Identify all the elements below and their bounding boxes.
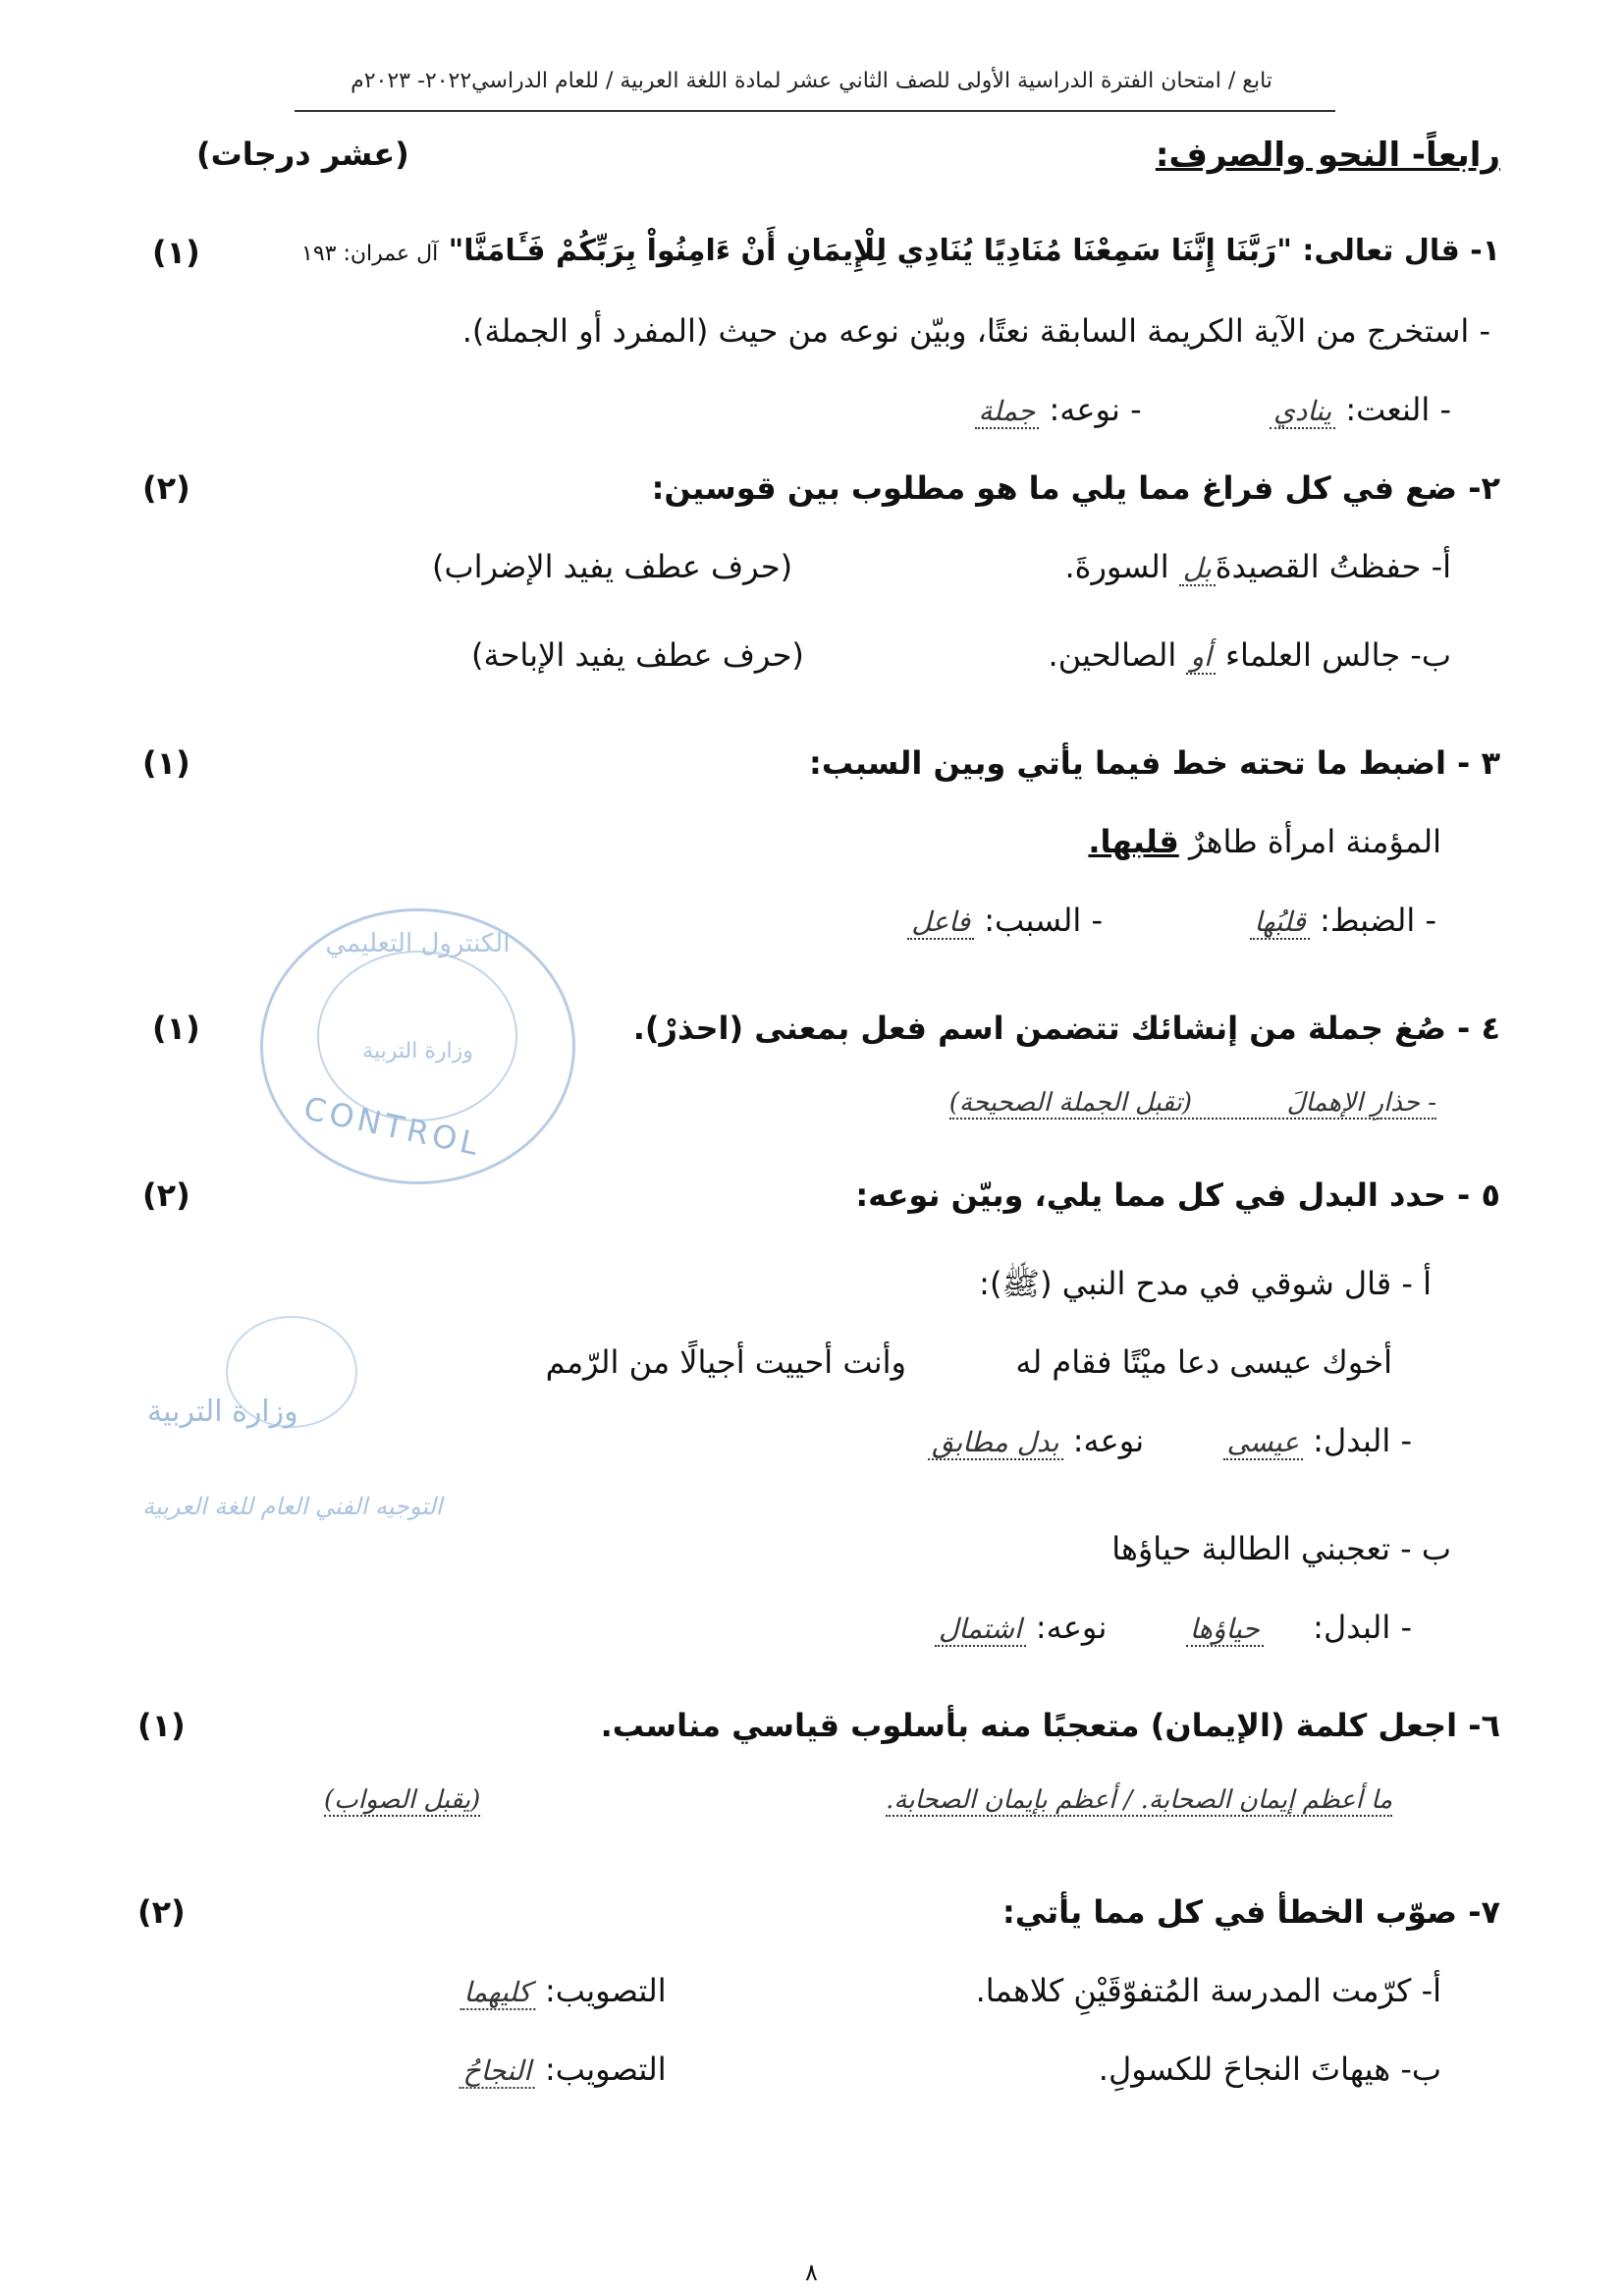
q6-prompt: ٦- اجعل كلمة (الإيمان) متعجبًا منه بأسلوب قياسي مناسب. [600,1707,1500,1744]
q5-a-type-answer: بدل مطابق [928,1426,1062,1460]
q4-prompt: ٤ - صُغ جملة من إنشائك تتضمن اسم فعل بمعنى (احذرْ). [632,1010,1500,1047]
q5-a-badal-answer: عيسى [1223,1426,1303,1460]
q2-mark: (٢) [142,469,190,507]
q3-underlined-word: قلبها. [1088,823,1179,860]
q5-mark: (٢) [142,1176,190,1214]
q3-prompt: ٣ - اضبط ما تحته خط فيما يأتي وبين السبب: [809,744,1500,782]
q1-type-answer: جملة [975,395,1040,429]
q3-sentence: المؤمنة امرأة طاهرٌ قلبها. [1088,823,1441,860]
q6-mark: (١) [137,1707,186,1744]
q5-b-badal-answer: حياؤها [1186,1613,1264,1647]
q5-b-intro: ب - تعجبني الطالبة حياؤها [1111,1530,1451,1567]
q2-b-answer: أو [1186,640,1215,675]
q5-a-intro: أ - قال شوقي في مدح النبي (ﷺ): [979,1265,1432,1302]
q6-answer: ما أعظم إيمان الصحابة. / أعظم بإيمان الصحابة. [886,1785,1392,1815]
q1-prompt: ١- قال تعالى: "رَبَّنَا إِنَّنَا سَمِعْنَا مُنَادِيًا يُنَادِي لِلْإِيمَانِ أَنْ ءَامِنُواْ بِرَبِّكُمْ فَـَٔامَنَّا" آل عمران: ١٩٣ [301,234,1500,268]
q3-sabab-answer: فاعل [907,905,974,940]
q6-note: (يقبل الصواب) [324,1785,481,1815]
header-divider [295,110,1335,112]
q7-b-answer: النجاحُ [460,2054,535,2089]
q2-prompt: ٢- ضع في كل فراغ مما يلي ما هو مطلوب بين قوسين: [651,469,1500,507]
q1-naat-row: - النعت: ينادي - نوعه: جملة [975,391,1451,428]
ministry-stamp-dept: التوجيه الفني العام للغة العربية [142,1493,443,1520]
q3-mark: (١) [142,744,190,782]
q4-answer-row [949,1088,1436,1120]
q2-b-hint: (حرف عطف يفيد الإباحة) [471,636,804,674]
q4-note: (تقبل الجملة الصحيحة) [948,1088,1193,1118]
exam-header: تابع / امتحان الفترة الدراسية الأولى للصف الثاني عشر لمادة اللغة العربية / للعام الدراسي٢٠٢٢- ٢٠٢٣م [351,69,1272,93]
section-marks: (عشر درجات) [196,136,409,173]
stamp-arc-text: الكنترول التعليمي [325,929,511,958]
q5-verse-first: أخوك عيسى دعا ميْتًا فقام له [1015,1343,1392,1381]
q7-b-sentence: ب- هيهاتَ النجاحَ للكسولِ. [1098,2050,1441,2088]
q5-verse-second: وأنت أحييت أجيالًا من الرّمم [545,1343,906,1381]
q7-prompt: ٧- صوّب الخطأ في كل مما يأتي: [1001,1893,1500,1931]
q2-a-answer: بل [1179,552,1216,586]
q3-dabt-answer: قلبُها [1250,905,1310,940]
q1-instruction: - استخرج من الآية الكريمة السابقة نعتًا، وبيّن نوعه من حيث (المفرد أو الجملة). [461,312,1490,350]
q7-a-sentence: أ- كرّمت المدرسة المُتفوّقَيْنِ كلاهما. [975,1972,1441,2009]
q5-a-answer-row: - البدل: عيسى نوعه: بدل مطابق [928,1422,1412,1459]
q5-prompt: ٥ - حدد البدل في كل مما يلي، وبيّن نوعه: [855,1176,1500,1214]
control-stamp [260,908,575,1184]
q5-b-type-answer: اشتمال [935,1613,1026,1647]
q1-mark: (١) [152,234,200,271]
q7-mark: (٢) [137,1893,186,1931]
section-title: رابعاً- النحو والصرف: [1155,136,1500,175]
ministry-stamp-name: وزارة التربية [147,1394,298,1429]
q4-answer: - حذارِ الإهمالَ [1286,1088,1436,1118]
q2-a-sentence: أ- حفظتُ القصيدةَبل السورةَ. [1064,548,1451,585]
q7-a-label: التصويب: [545,1972,667,2009]
page-number: ٨ [805,2259,818,2286]
q3-answer-row: - الضبط: قلبُها - السبب: فاعل [907,902,1436,939]
stamp-control-ribbon: CONTROL [300,1089,486,1164]
q2-a-hint: (حرف عطف يفيد الإضراب) [432,548,793,585]
q2-b-sentence: ب- جالس العلماء أو الصالحين. [1048,636,1451,674]
q7-b-label: التصويب: [545,2050,667,2088]
stamp-inner-ring [317,951,517,1121]
q5-b-answer-row: - البدل: حياؤها نوعه: اشتمال [935,1609,1412,1646]
q4-mark: (١) [152,1010,200,1047]
q1-naat-answer: ينادي [1270,395,1335,429]
stamp-sub-text: وزارة التربية [362,1039,473,1064]
q7-a-answer: كليهما [460,1976,535,2010]
